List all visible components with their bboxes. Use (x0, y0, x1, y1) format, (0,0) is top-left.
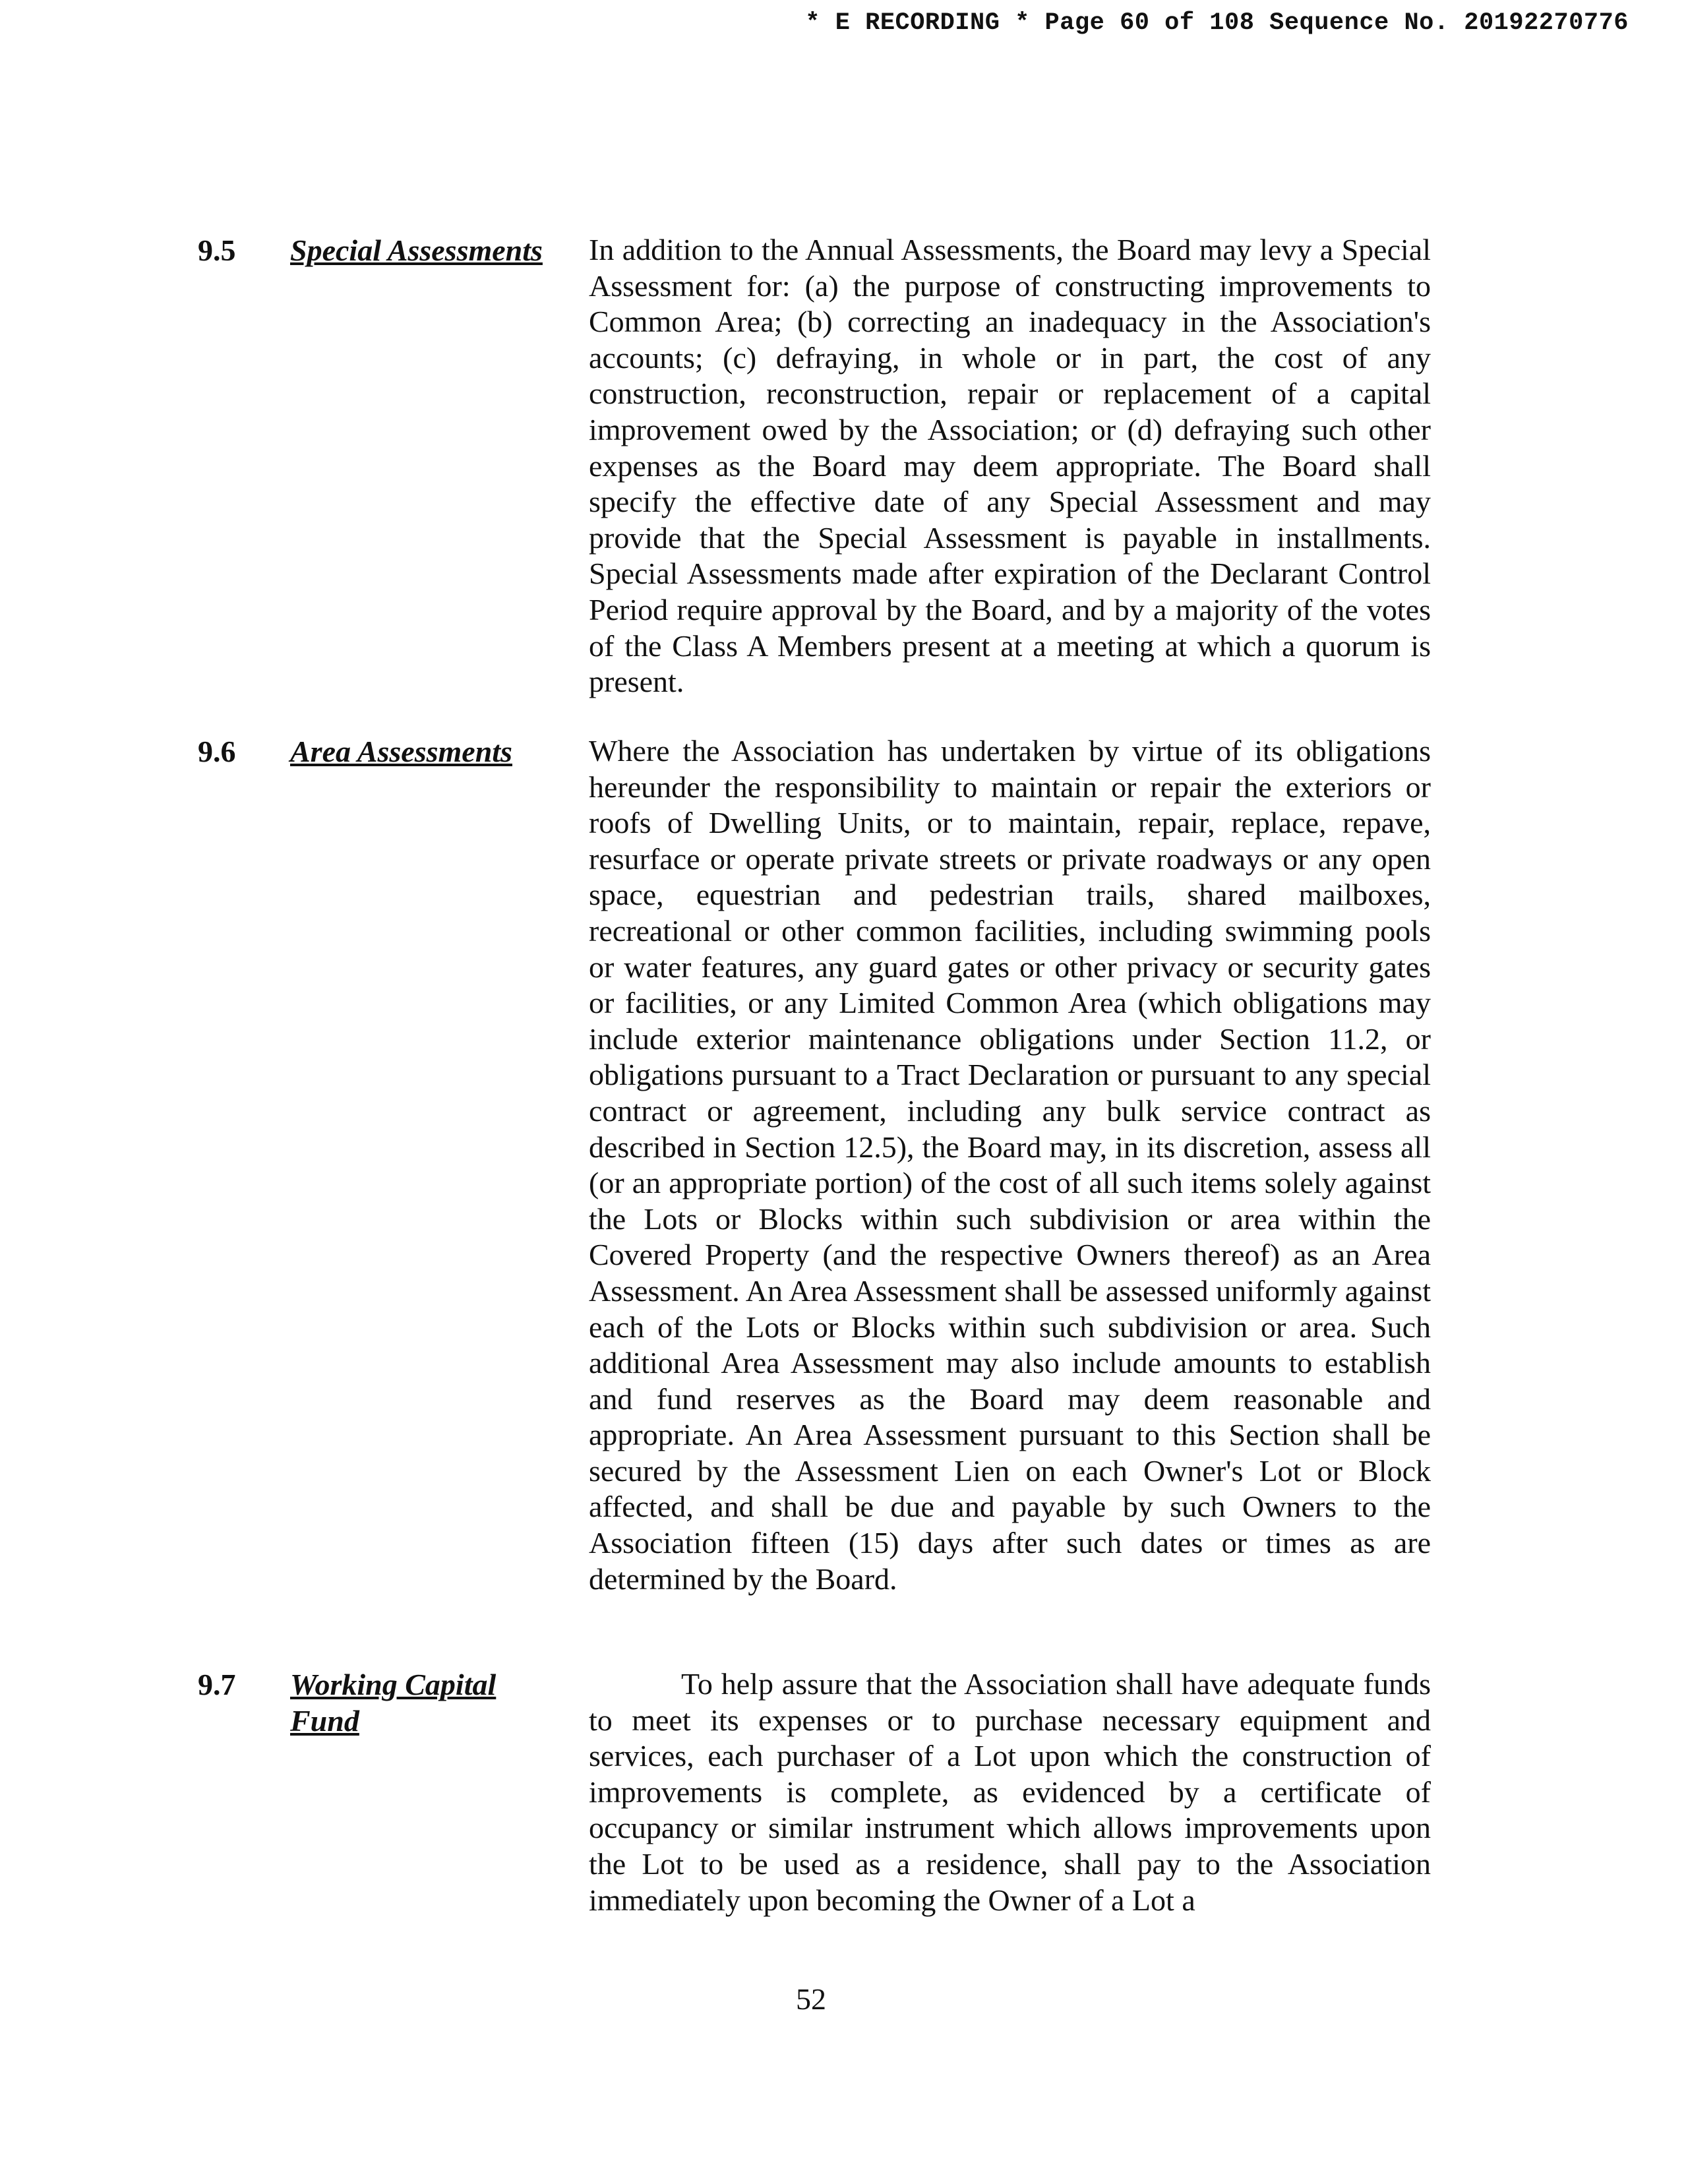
section-number: 9.6 (198, 735, 236, 768)
section-title: Working Capital Fund (290, 1668, 497, 1738)
section-number: 9.5 (198, 233, 236, 267)
section-title: Area Assessments (290, 735, 512, 768)
page-number: 52 (796, 1982, 826, 2016)
section-body: In addition to the Annual Assessments, the Board may levy a Special Assessment for: (a) the purpose of constructing improvements to Common Area; (b) correcting an inadequacy in the Association's accounts; (c) defraying, in whole or in part, the cost of any construction, reconstruction, repair or replacement of a capital improvement owed by the Association; or (d) defraying such other expenses as the Board may deem appropriate. The Board shall specify the effective date of any Special Assessment and may provide that the Special Assessment is payable in installments. Special Assessments made after expiration of the Declarant Control Period require approval by the Board, and by a majority of the votes of the Class A Members present at a meeting at which a quorum is present. (589, 233, 1431, 699)
recording-header: * E RECORDING * Page 60 of 108 Sequence No. 20192270776 (805, 9, 1629, 37)
section-number: 9.7 (198, 1668, 236, 1701)
section-body: To help assure that the Association shall have adequate funds to meet its expenses or to purchase necessary equipment and services, each purchaser of a Lot upon which the construction of improvements is complete, as evidenced by a certificate of occupancy or similar instrument which allows improvements upon the Lot to be used as a residence, shall pay to the Association immediately upon becoming the Owner of a Lot a (589, 1667, 1431, 1917)
section-body: Where the Association has undertaken by virtue of its obligations hereunder the responsibility to maintain or repair the exteriors or roofs of Dwelling Units, or to maintain, repair, replace, repave, resurface or operate private streets or private roadways or any open space, equestrian and pedestrian trails, shared mailboxes, recreational or other common facilities, including swimming pools or water features, any guard gates or other privacy or security gates or facilities, or any Limited Common Area (which obligations may include exterior maintenance obligations under Section 11.2, or obligations pursuant to a Tract Declaration or pursuant to any special contract or agreement, including any bulk service contract as described in Section 12.5), the Board may, in its discretion, assess all (or an appropriate portion) of the cost of all such items solely against the Lots or Blocks within such subdivision or area within the Covered Property (and the respective Owners thereof) as an Area Assessment. An Area Assessment shall be assessed uniformly against each of the Lots or Blocks within such subdivision or area. Such additional Area Assessment may also include amounts to establish and fund reserves as the Board may deem reasonable and appropriate. An Area Assessment pursuant to this Section shall be secured by the Assessment Lien on each Owner's Lot or Block affected, and shall be due and payable by such Owners to the Association fifteen (15) days after such dates or times as are determined by the Board. (589, 734, 1431, 1596)
section-title: Special Assessments (290, 233, 543, 267)
